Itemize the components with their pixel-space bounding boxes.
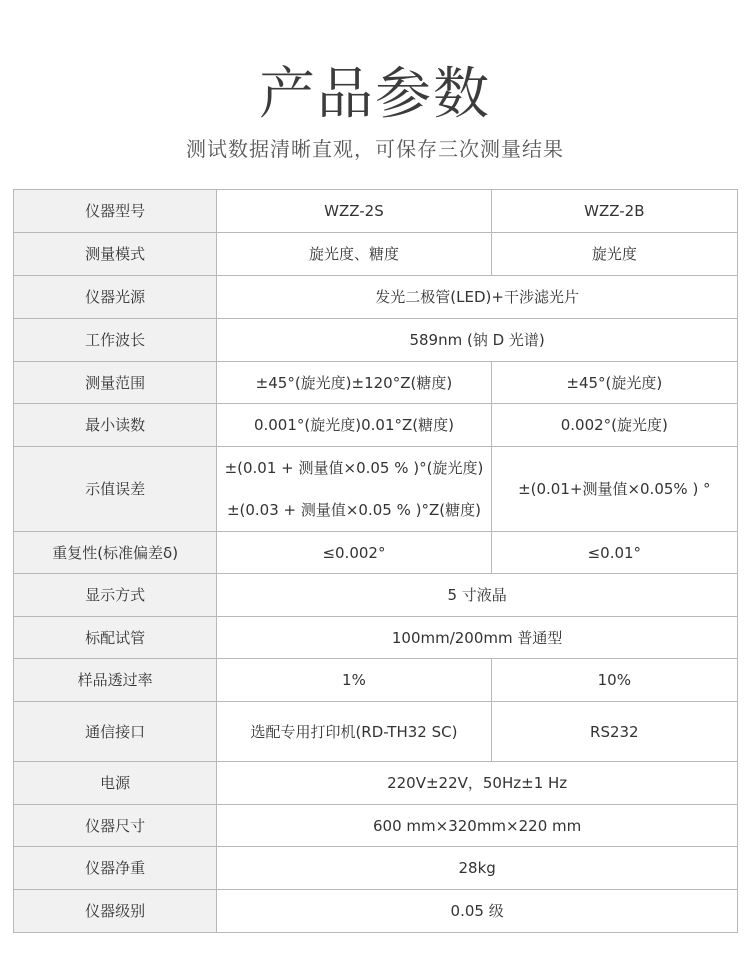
cell-range-a: ±45°(旋光度)±120°Z(糖度) bbox=[217, 362, 491, 404]
table-row bbox=[14, 847, 738, 890]
cell-model-b: WZZ-2B bbox=[491, 190, 737, 233]
cell-model-a: WZZ-2S bbox=[217, 190, 491, 233]
cell-repeat-a: ≤0.002° bbox=[217, 532, 491, 574]
cell-size: 600 mm×320mm×220 mm bbox=[217, 805, 738, 847]
table-row bbox=[14, 890, 738, 933]
cell-wavelength: 589nm (钠 D 光谱) bbox=[217, 319, 738, 362]
row-label: 重复性(标准偏差δ) bbox=[14, 532, 217, 574]
row-label: 仪器尺寸 bbox=[14, 805, 217, 847]
row-label: 仪器光源 bbox=[14, 276, 217, 319]
cell-tube: 100mm/200mm 普通型 bbox=[217, 617, 738, 659]
table-row bbox=[14, 702, 738, 762]
table-row bbox=[14, 190, 738, 233]
row-label: 最小读数 bbox=[14, 404, 217, 447]
error-line-rotation: ±(0.01 + 测量值×0.05 % )°(旋光度) bbox=[224, 459, 484, 477]
row-label: 仪器级别 bbox=[14, 890, 217, 933]
cell-power: 220V±22V，50Hz±1 Hz bbox=[217, 762, 738, 805]
cell-mode-b: 旋光度 bbox=[491, 233, 737, 276]
cell-reading-b: 0.002°(旋光度) bbox=[491, 404, 737, 447]
cell-comm-a: 选配专用打印机(RD-TH32 SC) bbox=[217, 702, 491, 762]
row-label: 电源 bbox=[14, 762, 217, 805]
row-label: 仪器净重 bbox=[14, 847, 217, 890]
cell-light: 发光二极管(LED)+干涉滤光片 bbox=[217, 276, 738, 319]
cell-display: 5 寸液晶 bbox=[217, 574, 738, 617]
cell-mode-a: 旋光度、糖度 bbox=[217, 233, 491, 276]
error-line-sugar: ±(0.03 + 测量值×0.05 % )°Z(糖度) bbox=[226, 501, 481, 519]
cell-repeat-b: ≤0.01° bbox=[491, 532, 737, 574]
cell-transmit-a: 1% bbox=[217, 659, 491, 702]
row-label: 工作波长 bbox=[14, 319, 217, 362]
row-label: 标配试管 bbox=[14, 617, 217, 659]
cell-error-b: ±(0.01+测量值×0.05% ) ° bbox=[491, 447, 737, 532]
table-row bbox=[14, 762, 738, 805]
cell-comm-b: RS232 bbox=[491, 702, 737, 762]
row-label: 测量范围 bbox=[14, 362, 217, 404]
table-row bbox=[14, 447, 738, 532]
row-label: 显示方式 bbox=[14, 574, 217, 617]
table-row bbox=[14, 362, 738, 404]
row-label: 仪器型号 bbox=[14, 190, 217, 233]
page-subtitle: 测试数据清晰直观，可保存三次测量结果 bbox=[186, 137, 564, 161]
table-row bbox=[14, 532, 738, 574]
table-row bbox=[14, 805, 738, 847]
cell-transmit-b: 10% bbox=[491, 659, 737, 702]
table-row bbox=[14, 617, 738, 659]
row-label: 样品透过率 bbox=[14, 659, 217, 702]
row-label: 示值误差 bbox=[14, 447, 217, 532]
spec-table bbox=[13, 189, 738, 933]
cell-weight: 28kg bbox=[217, 847, 738, 890]
row-label: 通信接口 bbox=[14, 702, 217, 762]
cell-grade: 0.05 级 bbox=[217, 890, 738, 933]
table-row bbox=[14, 659, 738, 702]
page-title: 产品参数 bbox=[259, 62, 491, 127]
table-row bbox=[14, 404, 738, 447]
cell-error-a bbox=[217, 447, 491, 532]
row-label: 测量模式 bbox=[14, 233, 217, 276]
cell-reading-a: 0.001°(旋光度)0.01°Z(糖度) bbox=[217, 404, 491, 447]
cell-range-b: ±45°(旋光度) bbox=[491, 362, 737, 404]
table-row bbox=[14, 233, 738, 276]
table-row bbox=[14, 574, 738, 617]
table-row bbox=[14, 319, 738, 362]
table-row bbox=[14, 276, 738, 319]
